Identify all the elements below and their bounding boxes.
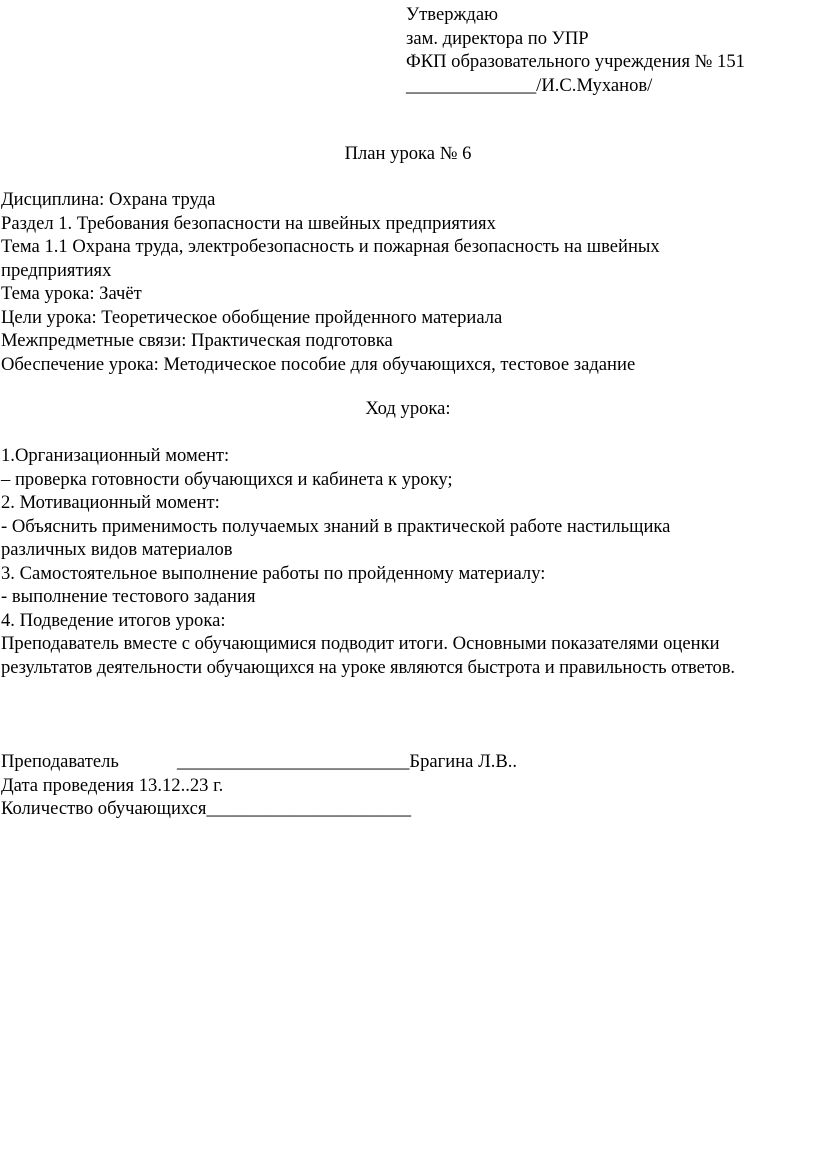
progress-heading: Ход урока: <box>365 398 451 419</box>
section-line: Раздел 1. Требования безопасности на швейных предприятиях <box>1 212 496 234</box>
step-4-detail-line-2: результатов деятельности обучающихся на уроке являются быстрота и правильность ответов. <box>1 656 735 678</box>
topic-line-2: предприятиях <box>1 259 112 281</box>
signature-block <box>1 750 813 821</box>
lesson-topic-line: Тема урока: Зачёт <box>1 283 142 304</box>
discipline-line: Дисциплина: Охрана труда <box>1 189 216 210</box>
lesson-info <box>1 188 813 376</box>
step-4-heading: 4. Подведение итогов урока: <box>1 609 226 631</box>
step-2-detail-line-1: - Объяснить применимость получаемых знаний в практической работе настильщика <box>1 515 671 537</box>
links-line: Межпредметные связи: Практическая подготовка <box>1 330 393 351</box>
date-line: Дата проведения 13.12..23 г. <box>1 774 224 796</box>
approval-signature-line: ______________/И.С.Муханов/ <box>406 74 653 96</box>
step-3-detail: - выполнение тестового задания <box>1 586 256 607</box>
step-1-detail: – проверка готовности обучающихся и кабинета к уроку; <box>1 468 453 490</box>
approval-block <box>406 3 811 97</box>
approval-institution: ФКП образовательного учреждения № 151 <box>406 51 745 72</box>
step-1-heading: 1.Организационный момент: <box>1 445 230 466</box>
lesson-steps <box>1 444 815 679</box>
student-count-line: Количество обучающихся______________________ <box>1 798 412 819</box>
teacher-label: Преподаватель <box>1 751 119 772</box>
provision-line: Обеспечение урока: Методическое пособие для обучающихся, тестовое задание <box>1 353 636 375</box>
approval-heading: Утверждаю <box>406 4 498 25</box>
goals-line: Цели урока: Теоретическое обобщение пройденного материала <box>1 306 503 328</box>
step-2-detail-line-2: различных видов материалов <box>1 539 233 560</box>
step-4-detail-line-1: Преподаватель вместе с обучающимися подводит итоги. Основными показателями оценки <box>1 633 720 654</box>
teacher-row <box>1 750 813 774</box>
topic-line-1: Тема 1.1 Охрана труда, электробезопасность и пожарная безопасность на швейных <box>1 236 660 257</box>
step-3-heading: 3. Самостоятельное выполнение работы по пройденному материалу: <box>1 562 546 584</box>
step-2-heading: 2. Мотивационный момент: <box>1 492 220 513</box>
teacher-signature: _________________________Брагина Л.В.. <box>177 751 518 772</box>
approval-position: зам. директора по УПР <box>406 27 589 49</box>
page-title: План урока № 6 <box>344 143 472 164</box>
